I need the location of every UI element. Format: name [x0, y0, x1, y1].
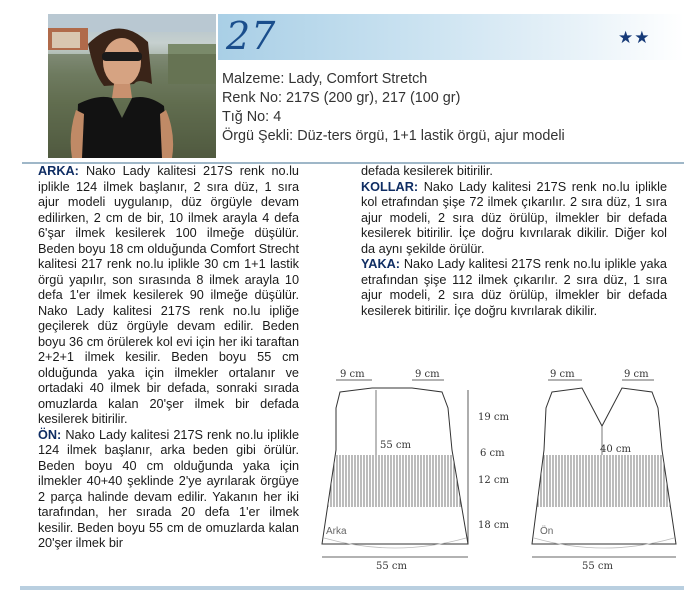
- yaka-text: Nako Lady kalitesi 217S renk no.lu iplikle yaka etrafından şişe 112 ilmek çıkarılır. 2 sıra düz, 1 sıra ajur modeli, 2 sıra düz örülüp, ilmekler bir defada kesilerek bitirilir. İçe doğru kıvrılarak dikilir.: [361, 257, 667, 318]
- bottom-rule: [20, 586, 684, 590]
- pattern-number: 27: [226, 14, 277, 58]
- back-width-dim: 55 cm: [376, 561, 407, 572]
- segment-4-dim: 18 cm: [478, 520, 509, 531]
- needle-label: Tığ No:: [222, 109, 270, 125]
- model-photo-art: [48, 14, 216, 158]
- segment-1-dim: 19 cm: [478, 412, 509, 423]
- front-shoulder-right-dim: 9 cm: [624, 369, 649, 380]
- yaka-paragraph: [361, 257, 667, 319]
- color-label: Renk No:: [222, 90, 282, 106]
- on-text: Nako Lady kalitesi 217S renk no.lu iplikle 124 ilmek başlanır, arka beden gibi örülür. Beden boyu 40 cm olduğunda yaka için ilmekler 40+40 şeklinde 2'ye ayrılarak örgüye 2 parça halinde devam edilir. Yakanın her iki tarafından, her sırada 20 defa 1'er ilmek kesilir. Beden boyu 55 cm de omuzlarda kalan 20'şer ilmek bir: [38, 427, 299, 550]
- needle-row: [222, 108, 565, 127]
- kollar-label: KOLLAR:: [361, 179, 419, 194]
- back-height-dim: 55 cm: [380, 440, 411, 451]
- front-width-dim: 55 cm: [582, 561, 613, 572]
- schematic-diagram: [312, 368, 687, 578]
- kollar-paragraph: [361, 180, 667, 258]
- back-piece-label: Arka: [326, 526, 347, 537]
- arka-label: ARKA:: [38, 164, 79, 178]
- needle-value: 4: [273, 109, 282, 125]
- on-label: ÖN:: [38, 427, 62, 442]
- stitch-label: Örgü Şekli:: [222, 128, 294, 144]
- color-value: 217S (200 gr), 217 (100 gr): [286, 90, 461, 106]
- color-row: [222, 89, 565, 108]
- stitch-value: Düz-ters örgü, 1+1 lastik örgü, ajur modeli: [297, 128, 565, 144]
- materials-block: [222, 70, 565, 146]
- difficulty-stars: ★★: [618, 28, 651, 48]
- stitch-row: [222, 127, 565, 146]
- kollar-text: Nako Lady kalitesi 217S renk no.lu iplikle kol etrafından şişe 72 ilmek çıkarılır. 2 sıra düz, 1 sıra ajur modeli, 2 sıra düz örülüp, ilmekler bir defada kesilerek bitirilir. İçe doğru kıvrılarak dikilir. Diğer kol da aynı şekilde örülür.: [361, 179, 667, 256]
- material-value: Lady, Comfort Stretch: [288, 71, 428, 87]
- back-shoulder-left-dim: 9 cm: [340, 369, 365, 380]
- segment-3-dim: 12 cm: [478, 475, 509, 486]
- arka-text: Nako Lady kalitesi 217S renk no.lu iplikle 124 ilmek başlanır, 2 sıra düz, 1 sıra ajur modeli uygulanıp, düz örgüyle devam edilirken, 2 cm de bir, 10 ilmek arayla 4 defa 6'şar ilmek kesilerek 100 ilmeğe düşülür. Beden boyu 18 cm olduğunda Comfort Strecht kalitesi 217 renk no.lu iplikle 30 cm 1+1 lastik örgü yapılır, son sırasında 8 ilmek arayla 10 defa 1'er ilmek kesilerek 90 ilmeğe düşülür. Nako Lady kalitesi 217S renk no.lu ipliğe geçilerek düz örgüyle devam edilir. Beden boyu 36 cm örülerek kol evi için her iki taraftan 2+2+1 ilmek kesilir. Beden boyu 55 cm olduğunda yaka için ilmekler ortalanır ve ortadaki 40 ilmek bir defada, sonraki sırada omuzlarda kalan 20'şer ilmek bir defada kesilerek bitirilir.: [38, 164, 299, 426]
- front-shoulder-left-dim: 9 cm: [550, 369, 575, 380]
- yaka-label: YAKA:: [361, 257, 401, 271]
- segment-2-dim: 6 cm: [480, 448, 505, 459]
- back-shoulder-right-dim: 9 cm: [415, 369, 440, 380]
- on-continued: defada kesilerek bitirilir.: [361, 164, 493, 178]
- title-band: [218, 14, 684, 60]
- right-column: [361, 164, 667, 319]
- material-label: Malzeme:: [222, 71, 285, 87]
- model-photo: [48, 14, 216, 158]
- back-piece: [312, 388, 482, 548]
- on-paragraph: [38, 428, 299, 552]
- front-piece: [522, 388, 687, 548]
- front-neck-depth-dim: 40 cm: [600, 444, 631, 455]
- front-piece-label: Ön: [540, 526, 554, 537]
- arka-paragraph: [38, 164, 299, 428]
- material-row: [222, 70, 565, 89]
- left-column: [38, 164, 299, 552]
